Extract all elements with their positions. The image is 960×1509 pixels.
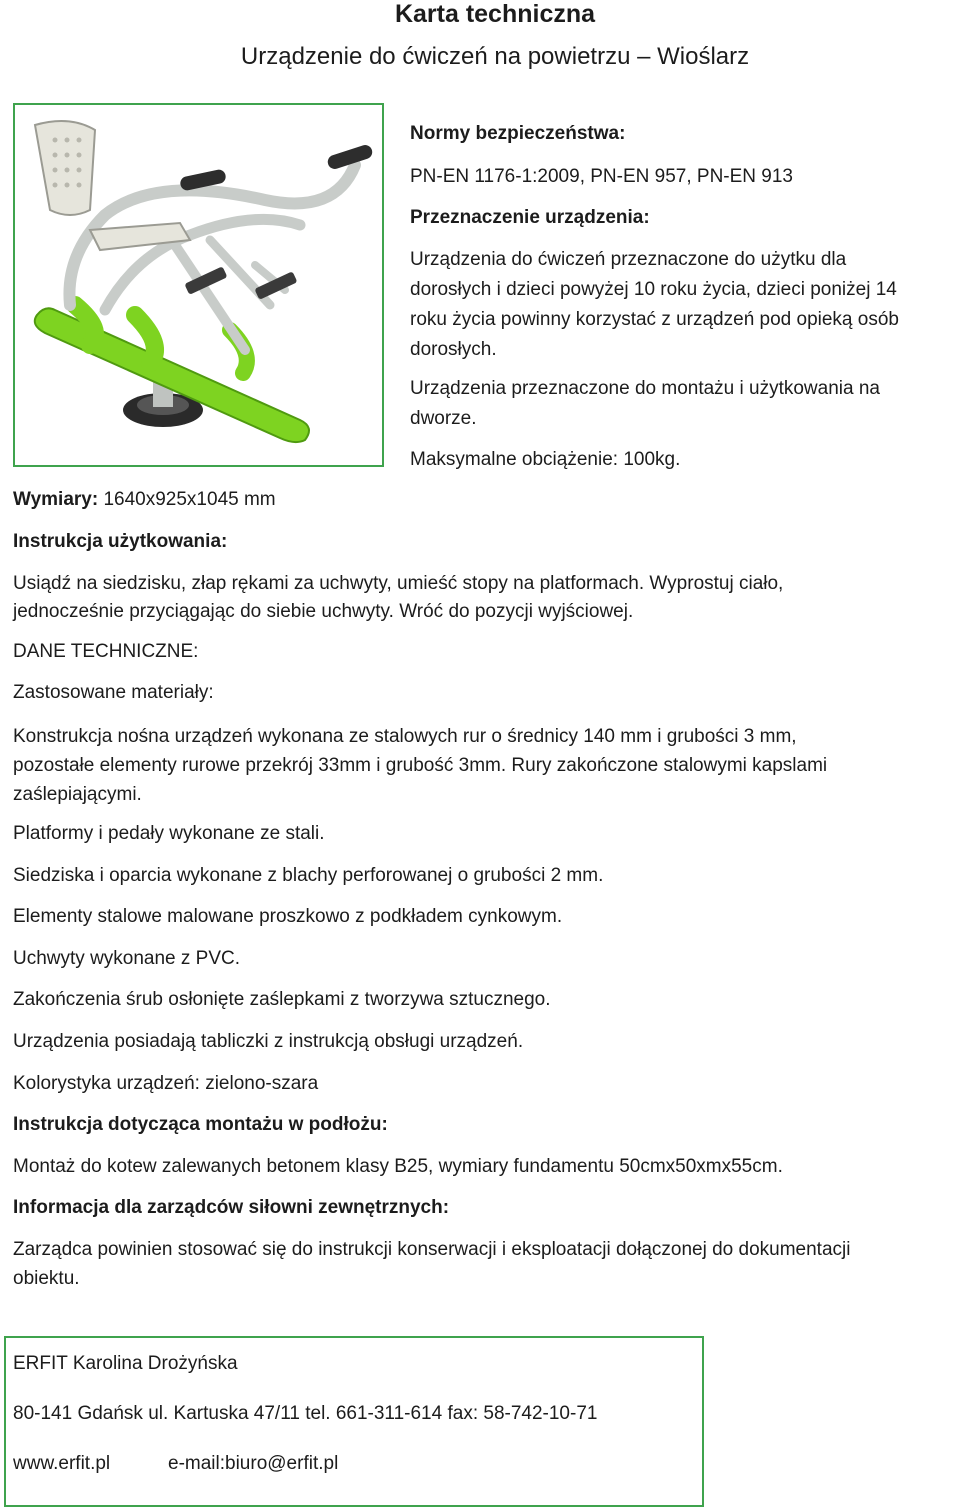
usage-heading: Instrukcja użytkowania: (13, 531, 228, 552)
website-link[interactable]: www.erfit.pl (13, 1453, 111, 1474)
plates-text: Urządzenia posiadają tabliczki z instrukcją obsługi urządzeń. (13, 1031, 524, 1052)
company-address: 80-141 Gdańsk ul. Kartuska 47/11 tel. 661-311-614 fax: 58-742-10-71 (13, 1403, 598, 1424)
purpose-line: dorosłych. (410, 339, 497, 360)
platforms-text: Platformy i pedały wykonane ze stali. (13, 823, 325, 844)
construction-line: Konstrukcja nośna urządzeń wykonana ze stalowych rur o średnicy 140 mm i grubości 3 mm, (13, 726, 797, 747)
email-link[interactable]: e-mail:biuro@erfit.pl (168, 1453, 339, 1474)
outdoor-line: Urządzenia przeznaczone do montażu i użytkowania na (410, 378, 880, 399)
product-photo-frame (13, 103, 384, 467)
backrest (35, 121, 95, 215)
managers-heading: Informacja dla zarządców siłowni zewnętrznych: (13, 1197, 450, 1218)
technical-heading: DANE TECHNICZNE: (13, 641, 199, 662)
construction-line: zaślepiającymi. (13, 784, 142, 805)
dimensions (13, 485, 276, 514)
max-load: Maksymalne obciążenie: 100kg. (410, 449, 681, 470)
painting-text: Elementy stalowe malowane proszkowo z podkładem cynkowym. (13, 906, 563, 927)
norms-value: PN-EN 1176-1:2009, PN-EN 957, PN-EN 913 (410, 166, 793, 187)
bolts-text: Zakończenia śrub osłonięte zaślepkami z tworzywa sztucznego. (13, 989, 551, 1010)
seats-text: Siedziska i oparcia wykonane z blachy perforowanej o grubości 2 mm. (13, 865, 604, 886)
managers-line: obiektu. (13, 1268, 80, 1289)
page-title: Karta techniczna (394, 0, 596, 28)
norms-heading: Normy bezpieczeństwa: (410, 123, 626, 144)
mounting-text: Montaż do kotew zalewanych betonem klasy B25, wymiary fundamentu 50cmx50xmx55cm. (13, 1156, 783, 1177)
dimensions-value: 1640x925x1045 mm (103, 489, 276, 510)
construction-line: pozostałe elementy rurowe przekrój 33mm i grubość 3mm. Rury zakończone stalowymi kapslami (13, 755, 828, 776)
handles-text: Uchwyty wykonane z PVC. (13, 948, 241, 969)
page-subtitle: Urządzenie do ćwiczeń na powietrzu – Wioślarz (240, 43, 750, 70)
purpose-line: roku życia powinny korzystać z urządzeń pod opieką osób (410, 309, 899, 330)
company-name: ERFIT Karolina Drożyńska (13, 1353, 238, 1374)
purpose-line: Urządzenia do ćwiczeń przeznaczone do użytku dla (410, 249, 847, 270)
outdoor-line: dworze. (410, 408, 477, 429)
colors-text: Kolorystyka urządzeń: zielono-szara (13, 1073, 319, 1094)
purpose-line: dorosłych i dzieci powyżej 10 roku życia, dzieci poniżej 14 (410, 279, 897, 300)
mounting-heading: Instrukcja dotycząca montażu w podłożu: (13, 1114, 388, 1135)
usage-line: jednocześnie przyciągając do siebie uchwyty. Wróć do pozycji wyjściowej. (13, 601, 634, 622)
usage-line: Usiądź na siedzisku, złap rękami za uchwyty, umieść stopy na platformach. Wyprostuj ciało, (13, 573, 784, 594)
materials-heading: Zastosowane materiały: (13, 682, 214, 703)
dimensions-label: Wymiary: (13, 489, 99, 510)
rowing-machine-illustration (15, 105, 382, 465)
purpose-heading: Przeznaczenie urządzenia: (410, 207, 650, 228)
managers-line: Zarządca powinien stosować się do instrukcji konserwacji i eksploatacji dołączonej do dokumentacji (13, 1239, 851, 1260)
